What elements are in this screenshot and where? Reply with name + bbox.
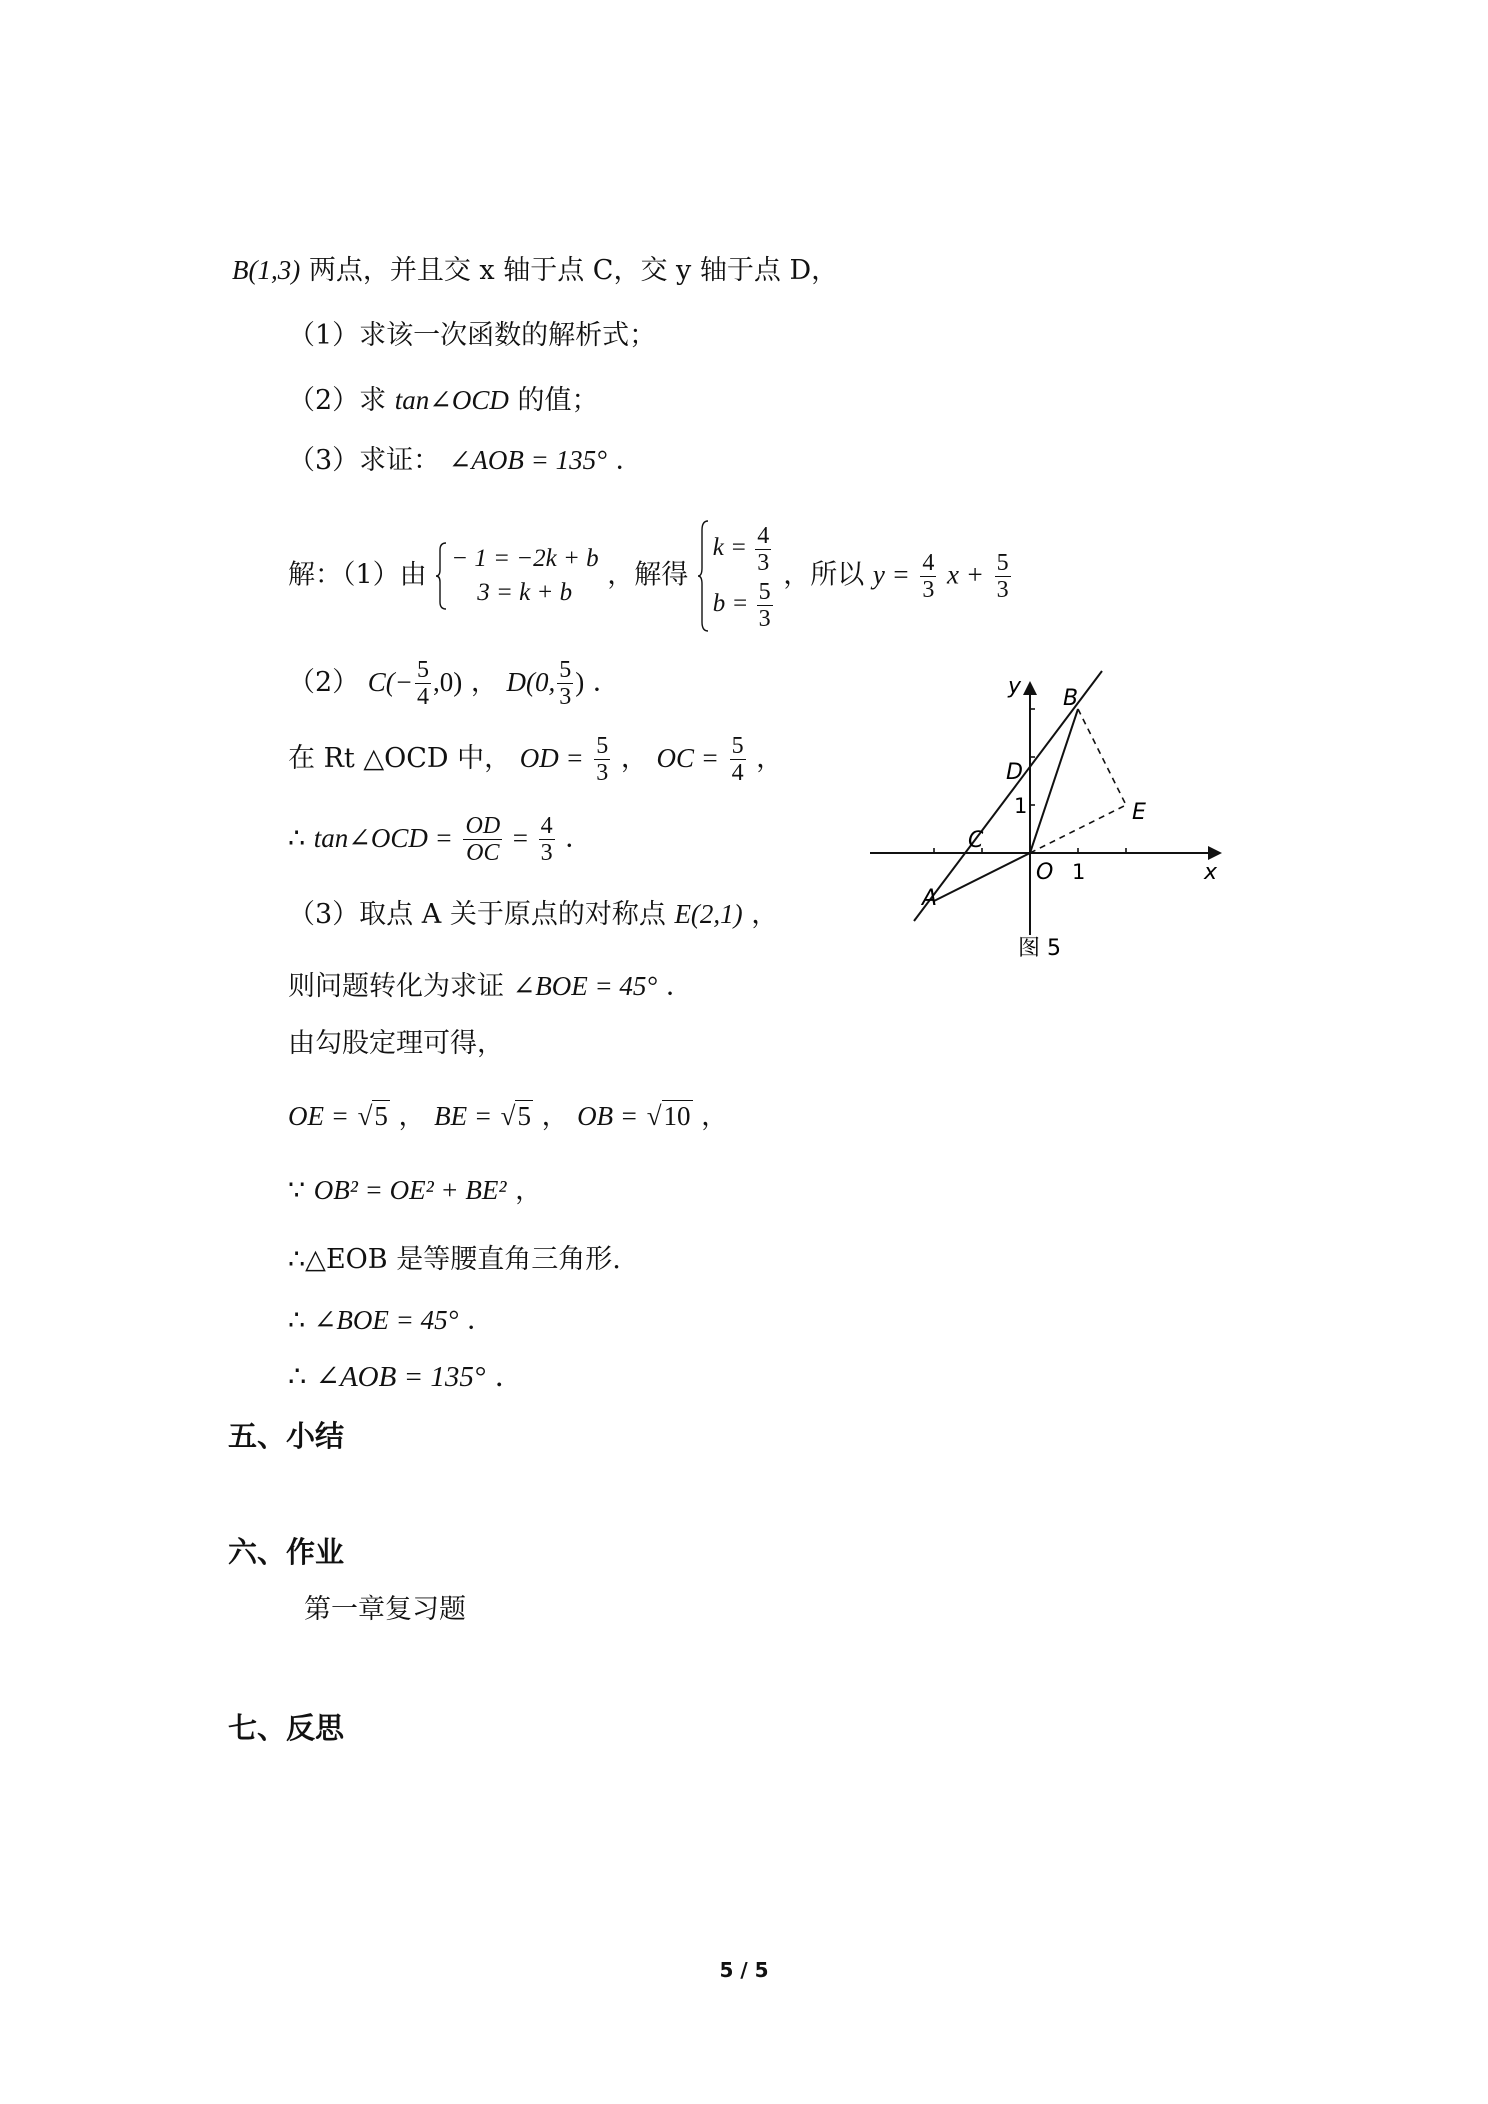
- separator: ，: [470, 667, 498, 698]
- numerator: 5: [758, 578, 771, 605]
- radicand: 5: [374, 1101, 388, 1131]
- solution-1-so: ，所以: [783, 559, 865, 591]
- lengths-line: [288, 1098, 728, 1135]
- radicand: 10: [663, 1101, 691, 1131]
- solution-2-prefix: （2）: [288, 667, 360, 698]
- sqrt-oe: √5: [357, 1101, 388, 1131]
- fraction: [920, 550, 936, 603]
- homework-body: 第一章复习题: [304, 1594, 466, 1625]
- separator: ，: [756, 743, 784, 774]
- system-1-row-1: − 1 = −2k + b: [451, 545, 599, 572]
- brace-icon: [697, 520, 709, 632]
- point-d-close: ): [575, 667, 585, 697]
- period: ．: [665, 971, 693, 1002]
- numerator: 4: [540, 813, 553, 839]
- numerator: 5: [731, 733, 744, 759]
- denominator: 3: [540, 840, 553, 866]
- system-2-row-1-label: k =: [712, 534, 748, 561]
- be-label: BE =: [434, 1101, 493, 1131]
- heading-homework: 六、作业: [228, 1535, 345, 1569]
- denominator: 3: [922, 576, 935, 603]
- question-3-expr: ∠AOB = 135°: [448, 445, 607, 475]
- point-e: E(2,1): [674, 899, 743, 929]
- label-one-y: 1: [1014, 794, 1028, 818]
- denominator: 3: [757, 549, 770, 576]
- therefore-line-1: ∴△EOB 是等腰直角三角形.: [288, 1244, 621, 1275]
- solution-3-text: （3）取点 A 关于原点的对称点: [288, 899, 666, 930]
- therefore-3-expr: ∠AOB = 135°: [315, 1361, 486, 1393]
- system-2-row-1: [713, 520, 775, 576]
- solution-1-prefix: 解：（1）由: [288, 559, 427, 591]
- fraction: [415, 657, 431, 710]
- segment-be: [1078, 709, 1126, 805]
- question-3-suffix: ．: [615, 445, 643, 476]
- label-x: x: [1204, 860, 1218, 885]
- question-3-prefix: （3）求证：: [288, 445, 441, 476]
- separator: ，: [751, 899, 779, 930]
- because-line: [288, 1172, 542, 1209]
- question-3: [288, 442, 643, 479]
- ob-label: OB =: [577, 1101, 639, 1131]
- numerator: 5: [596, 733, 609, 759]
- intro-line: [232, 252, 838, 289]
- tan-line: [288, 808, 592, 869]
- question-2-expr: tan∠OCD: [394, 385, 509, 415]
- therefore-line-3: [288, 1358, 524, 1395]
- heading-reflection: 七、反思: [228, 1711, 345, 1745]
- point-c-open: C(−: [367, 667, 414, 697]
- because-expr: OB² = OE² + BE²: [313, 1175, 507, 1205]
- denominator: 3: [559, 684, 572, 710]
- system-2-row-2: [713, 576, 775, 632]
- radicand: 5: [517, 1101, 531, 1131]
- period: ．: [467, 1305, 494, 1336]
- sqrt-ob: √10: [646, 1101, 691, 1131]
- denominator: 4: [731, 760, 744, 786]
- numerator: 5: [559, 657, 572, 683]
- question-2: [288, 382, 599, 419]
- period: ．: [565, 823, 593, 854]
- separator: ，: [398, 1101, 426, 1132]
- heading-summary: 五、小结: [228, 1419, 345, 1453]
- solution-1-solve: ，解得: [607, 559, 689, 591]
- system-2-row-2-label: b =: [712, 590, 749, 617]
- numerator: 4: [922, 549, 935, 576]
- point-b: B(1,3): [232, 255, 301, 285]
- numerator: 5: [417, 657, 430, 683]
- denominator: 3: [996, 576, 1009, 603]
- equals: =: [512, 823, 528, 853]
- equation-system-1: [435, 542, 598, 610]
- because-symbol: ∵: [288, 1175, 306, 1206]
- label-c: C: [968, 828, 984, 853]
- numerator: 4: [757, 522, 770, 549]
- label-o: O: [1036, 860, 1054, 885]
- sqrt-be: √5: [500, 1101, 531, 1131]
- question-1: （1）求该一次函数的解析式；: [288, 320, 657, 351]
- figure-caption: 图 5: [1018, 936, 1061, 961]
- fraction: [463, 813, 502, 866]
- solution-2: [288, 652, 620, 713]
- label-b: B: [1063, 686, 1079, 711]
- oe-label: OE =: [288, 1101, 349, 1131]
- solution-3b: [288, 968, 693, 1005]
- equation-system-2: [697, 520, 775, 632]
- numerator: OD: [465, 813, 501, 839]
- fraction: [995, 550, 1011, 603]
- segment-ob: [1030, 709, 1078, 853]
- solution-3: [288, 896, 778, 933]
- fraction: [594, 733, 610, 786]
- pythagoras-line: 由勾股定理可得，: [288, 1028, 504, 1059]
- tan-expr: tan∠OCD =: [313, 823, 453, 853]
- y-axis-arrow-icon: [1023, 681, 1037, 695]
- solution-1: [288, 520, 1013, 632]
- denominator: OC: [466, 840, 500, 866]
- label-e: E: [1132, 800, 1146, 825]
- label-y: y: [1008, 674, 1022, 699]
- solution-1-y: y =: [872, 559, 910, 590]
- figure-5: [870, 665, 1230, 965]
- page-number: 5 / 5: [719, 1958, 769, 1982]
- oc-label: OC =: [656, 743, 719, 773]
- brace-icon: [435, 542, 447, 610]
- period: ．: [494, 1359, 524, 1393]
- segment-oa: [934, 853, 1030, 901]
- denominator: 3: [758, 605, 771, 632]
- fraction: [755, 523, 771, 576]
- fraction: [757, 579, 773, 632]
- solution-3b-text: 则问题转化为求证: [288, 971, 504, 1002]
- system-1-row-2: 3 = k + b: [477, 579, 573, 606]
- period: ．: [592, 667, 620, 698]
- question-2-prefix: （2）求: [288, 385, 387, 416]
- denominator: 4: [417, 684, 430, 710]
- fraction: [557, 657, 573, 710]
- rt-prefix: 在 Rt △OCD 中，: [288, 743, 512, 774]
- right-triangle-line: [288, 728, 783, 789]
- therefore-2-expr: ∠BOE = 45°: [313, 1305, 459, 1335]
- point-c-close: ,0): [433, 667, 463, 697]
- numerator: 5: [996, 549, 1009, 576]
- separator: ，: [541, 1101, 569, 1132]
- point-d-open: D(0,: [506, 667, 556, 697]
- separator: ，: [515, 1175, 543, 1206]
- fraction: [539, 813, 555, 866]
- label-one-x: 1: [1072, 860, 1086, 884]
- separator: ，: [701, 1101, 729, 1132]
- denominator: 3: [596, 760, 609, 786]
- therefore-symbol: ∴: [288, 1359, 307, 1393]
- x-axis-arrow-icon: [1208, 846, 1222, 860]
- therefore-line-2: [288, 1302, 494, 1339]
- od-label: OD =: [519, 743, 584, 773]
- therefore-symbol: ∴: [288, 1305, 306, 1336]
- label-d: D: [1006, 760, 1023, 785]
- solution-3b-expr: ∠BOE = 45°: [512, 971, 658, 1001]
- intro-text: 两点，并且交 x 轴于点 C，交 y 轴于点 D，: [308, 255, 839, 286]
- label-a: A: [922, 886, 938, 911]
- fraction: [730, 733, 746, 786]
- solution-1-x: x +: [947, 559, 984, 590]
- separator: ，: [620, 743, 648, 774]
- question-2-suffix: 的值；: [517, 385, 599, 416]
- therefore-symbol: ∴: [288, 823, 306, 854]
